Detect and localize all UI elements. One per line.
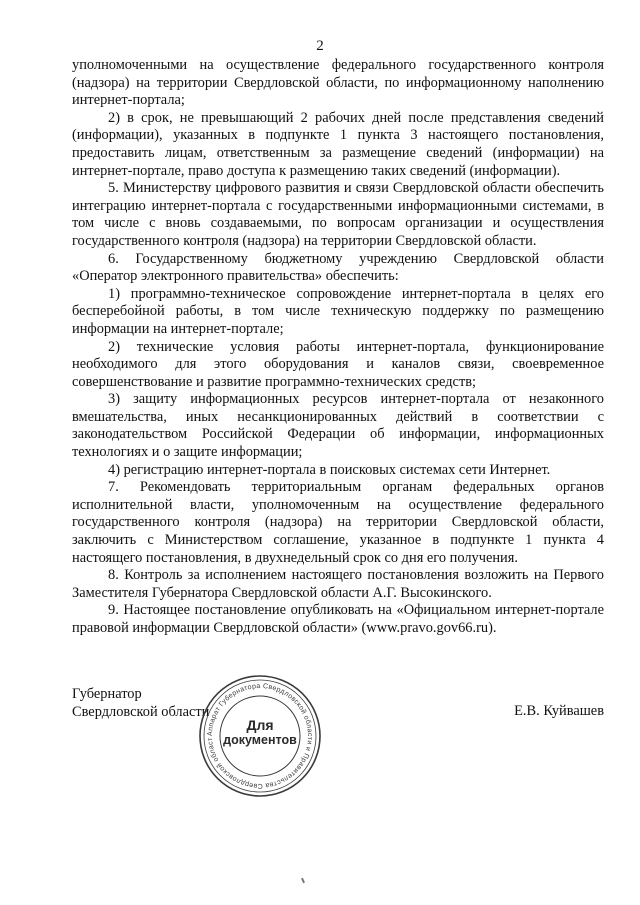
scan-speck	[301, 878, 305, 883]
paragraph-item-7: 7. Рекомендовать территориальным органам федеральных органов исполнительной власти, уполномоченным на осуществление федерального государственного контроля (надзора) на территории Свердловской области, заключить с Министерством соглашение, указанное в подпункте 1 пункта 4 настоящего постановления, в двухнедельный срок со дня его получения.	[72, 479, 604, 566]
paragraph-continuation: уполномоченными на осуществление федерального государственного контроля (надзора) на территории Свердловской области, по информационному наполнению интернет-портала;	[72, 57, 604, 109]
document-body	[72, 57, 604, 638]
paragraph-item-6-subitem-1: 1) программно-техническое сопровождение интернет-портала в целях его бесперебойной работы, в том числе техническую поддержку по размещению информации на интернет-портале;	[72, 285, 604, 337]
seal-center-text-2: документов	[223, 733, 297, 747]
page-number: 2	[316, 38, 324, 54]
paragraph-item-6-subitem-2: 2) технические условия работы интернет-портала, функционирование необходимого для этого оборудования и каналов связи, своевременное совершенствование и развитие программно-технических средств;	[72, 338, 604, 390]
seal-center-text-1: Для	[246, 717, 274, 733]
paragraph-item-5: 5. Министерству цифрового развития и связи Свердловской области обеспечить интеграцию интернет-портала с государственными информационными системами, в том числе с вновь создаваемыми, по вопросам организации и осуществления государственного контроля (надзора) на территории Свердловской области.	[72, 180, 604, 249]
paragraph-item-9: 9. Настоящее постановление опубликовать на «Официальном интернет-портале правовой информации Свердловской области» (www.pravo.gov66.ru).	[72, 602, 604, 636]
paragraph-item-6-subitem-4: 4) регистрацию интернет-портала в поисковых системах сети Интернет.	[108, 461, 551, 478]
signatory-title	[72, 686, 209, 721]
svg-text:Аппарат Губернатора Свердловск: Аппарат Губернатора Свердловской области и Правительства Свердловской област	[206, 682, 314, 790]
official-seal	[197, 673, 323, 799]
signatory-title-line-1: Губернатор	[72, 686, 142, 702]
paragraph-item-6-subitem-3: 3) защиту информационных ресурсов интернет-портала от незаконного вмешательства, иных несанкционированных действий в соответствии с законодательством Российской Федерации об информации, информационных технологиях и о защите информации;	[72, 391, 604, 461]
signatory-title-line-2: Свердловской области	[72, 703, 210, 720]
signatory-name: Е.В. Куйвашев	[514, 703, 604, 719]
paragraph-item-6: 6. Государственному бюджетному учреждению Свердловской области «Оператор электронного правительства» обеспечить:	[72, 250, 604, 285]
paragraph-item-8: 8. Контроль за исполнением настоящего постановления возложить на Первого Заместителя Губернатора Свердловской области А.Г. Высокинского.	[72, 567, 604, 601]
paragraph-subitem-2: 2) в срок, не превышающий 2 рабочих дней после представления сведений (информации), указанных в подпункте 1 пункта 3 настоящего постановления, предоставить лицам, ответственным за размещение сведений (информации) на интернет-портале, право доступа к размещению таких сведений (информации).	[72, 109, 604, 179]
